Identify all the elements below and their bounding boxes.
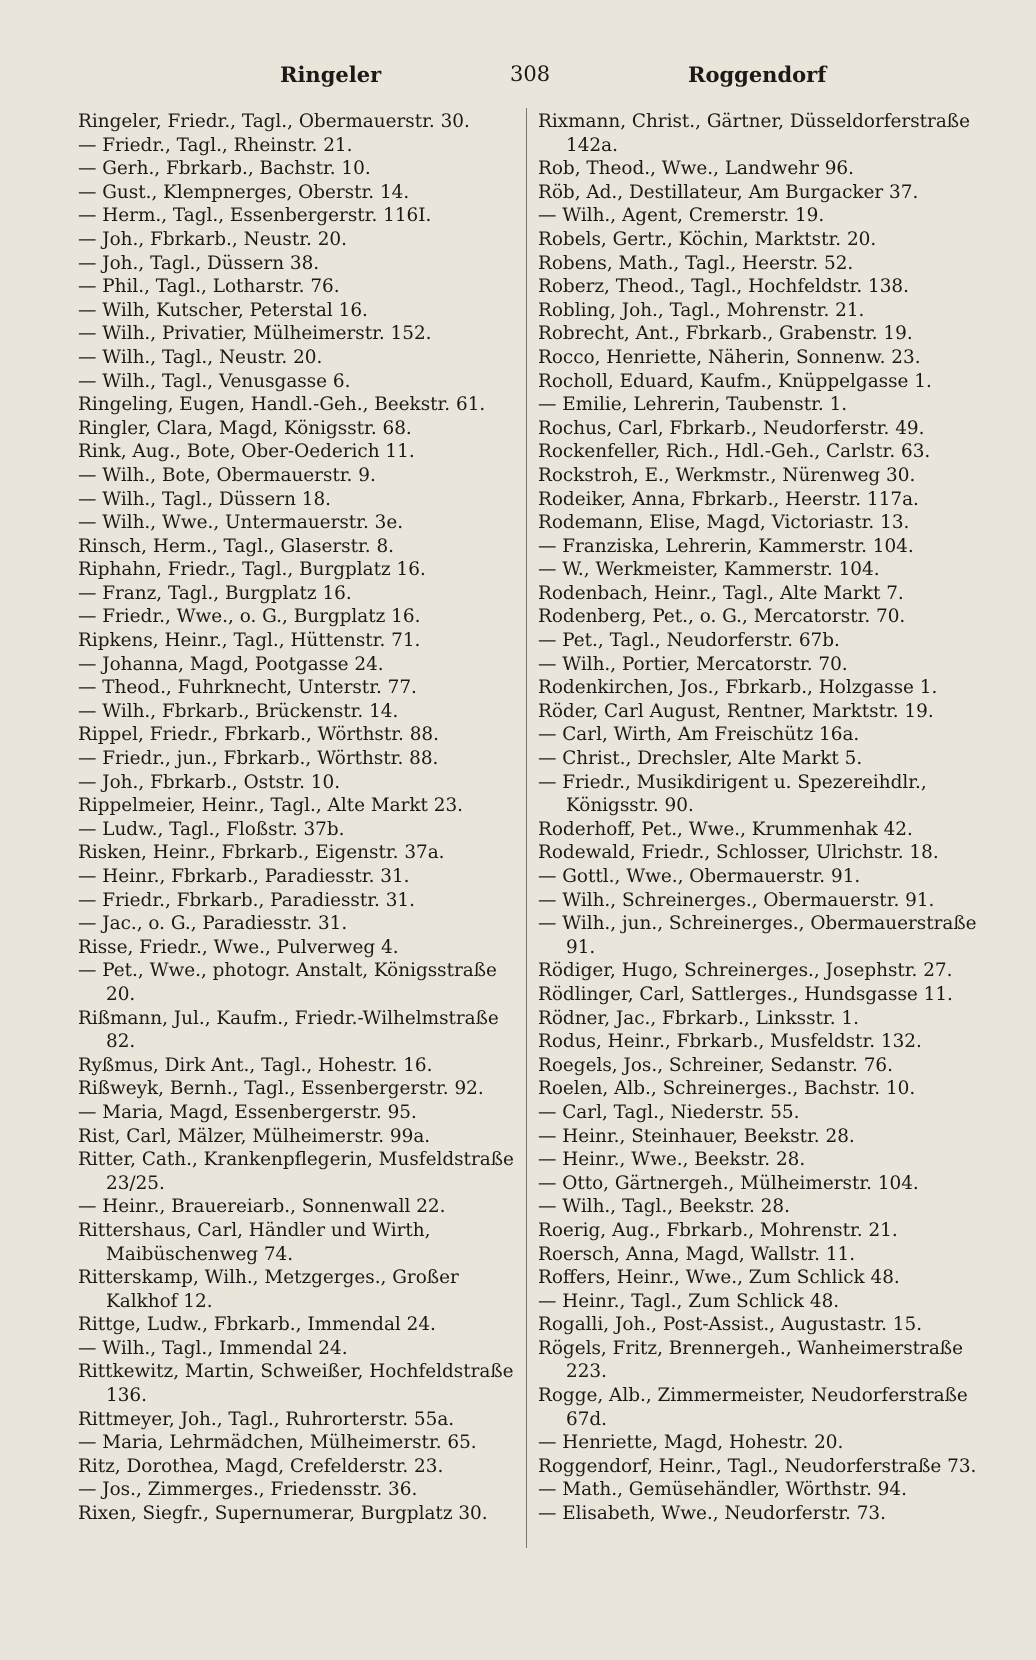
directory-entry: — Friedr., Tagl., Rheinstr. 21. <box>78 134 353 156</box>
directory-entry: Roersch, Anna, Magd, Wallstr. 11. <box>538 1243 856 1265</box>
directory-entry: Roffers, Heinr., Wwe., Zum Schlick 48. <box>538 1267 900 1289</box>
directory-entry: Ritter, Cath., Krankenpflegerin, Musfeldstraße 23/25. <box>78 1149 514 1194</box>
directory-entry: — Franz, Tagl., Burgplatz 16. <box>78 582 352 604</box>
directory-entry: — Heinr., Tagl., Zum Schlick 48. <box>538 1290 840 1312</box>
directory-entry: Röder, Carl August, Rentner, Marktstr. 19. <box>538 700 934 722</box>
directory-entry: Rödner, Jac., Fbrkarb., Linksstr. 1. <box>538 1007 859 1029</box>
directory-entry: Röb, Ad., Destillateur, Am Burgacker 37. <box>538 181 919 203</box>
directory-entry: — Wilh., Tagl., Neustr. 20. <box>78 346 323 368</box>
directory-entry: — Friedr., Wwe., o. G., Burgplatz 16. <box>78 606 421 628</box>
directory-entry: Robels, Gertr., Köchin, Marktstr. 20. <box>538 228 877 250</box>
directory-entry: — Herm., Tagl., Essenbergerstr. 116I. <box>78 205 432 227</box>
directory-entry: Roggendorf, Heinr., Tagl., Neudorferstraße 73. <box>538 1455 977 1477</box>
directory-entry: — Gottl., Wwe., Obermauerstr. 91. <box>538 866 861 887</box>
directory-entry: — Elisabeth, Wwe., Neudorferstr. 73. <box>538 1503 886 1525</box>
directory-entry: Rödiger, Hugo, Schreinerges., Josephstr. 27. <box>538 960 953 982</box>
directory-entry: — Friedr., Fbrkarb., Paradiesstr. 31. <box>78 889 415 911</box>
right-column <box>538 110 986 1526</box>
directory-entry: Roegels, Jos., Schreiner, Sedanstr. 76. <box>538 1054 893 1076</box>
directory-entry: Rippelmeier, Heinr., Tagl., Alte Markt 23. <box>78 795 464 817</box>
column-divider <box>526 108 527 1548</box>
directory-entry: — Joh., Fbrkarb., Neustr. 20. <box>78 228 347 250</box>
directory-entry: Rodenberg, Pet., o. G., Mercatorstr. 70. <box>538 606 906 628</box>
directory-entry: Roberz, Theod., Tagl., Hochfeldstr. 138. <box>538 276 909 298</box>
directory-entry: — Christ., Drechsler, Alte Markt 5. <box>538 748 863 770</box>
directory-entry: — Wilh., Privatier, Mülheimerstr. 152. <box>78 323 432 345</box>
directory-entry: — Henriette, Magd, Hohestr. 20. <box>538 1432 844 1454</box>
directory-entry: — Phil., Tagl., Lotharstr. 76. <box>78 276 340 298</box>
directory-entry: Rodus, Heinr., Fbrkarb., Musfeldstr. 132. <box>538 1031 922 1053</box>
directory-entry: Ritterskamp, Wilh., Metzgerges., Großer Kalkhof 12. <box>78 1267 459 1312</box>
directory-entry: Rist, Carl, Mälzer, Mülheimerstr. 99a. <box>78 1125 431 1147</box>
directory-entry: — Joh., Fbrkarb., Oststr. 10. <box>78 771 341 793</box>
directory-entry: Ringeler, Friedr., Tagl., Obermauerstr. 30. <box>78 111 470 132</box>
directory-entry: — Jos., Zimmerges., Friedensstr. 36. <box>78 1479 418 1501</box>
directory-entry: — Joh., Tagl., Düssern 38. <box>78 252 320 274</box>
directory-entry: — Gust., Klempnerges, Oberstr. 14. <box>78 181 410 203</box>
directory-entry: — Wilh., Tagl., Venusgasse 6. <box>78 370 351 392</box>
directory-entry: Rittmeyer, Joh., Tagl., Ruhrorterstr. 55a. <box>78 1408 455 1430</box>
directory-entry: Rippel, Friedr., Fbrkarb., Wörthstr. 88. <box>78 724 439 746</box>
directory-entry: — Carl, Wirth, Am Freischütz 16a. <box>538 724 860 746</box>
directory-entry: — Emilie, Lehrerin, Taubenstr. 1. <box>538 394 848 416</box>
directory-entry: Rodemann, Elise, Magd, Victoriastr. 13. <box>538 512 910 534</box>
directory-entry: Rogalli, Joh., Post-Assist., Augustastr. 15. <box>538 1314 923 1336</box>
directory-entry: — Pet., Tagl., Neudorferstr. 67b. <box>538 630 840 652</box>
directory-entry: Rodenkirchen, Jos., Fbrkarb., Holzgasse 1. <box>538 677 938 699</box>
directory-entry: Rögels, Fritz, Brennergeh., Wanheimerstraße 223. <box>538 1337 963 1383</box>
directory-entry: — Maria, Lehrmädchen, Mülheimerstr. 65. <box>78 1432 477 1454</box>
directory-entry: — Wilh., Bote, Obermauerstr. 9. <box>78 464 376 486</box>
directory-entry: — Wilh., Tagl., Düssern 18. <box>78 488 332 510</box>
directory-entry: Risken, Heinr., Fbrkarb., Eigenstr. 37a. <box>78 842 445 864</box>
directory-entry: — Wilh., Portier, Mercatorstr. 70. <box>538 653 848 675</box>
directory-entry: — W., Werkmeister, Kammerstr. 104. <box>538 559 880 581</box>
directory-entry: — Otto, Gärtnergeh., Mülheimerstr. 104. <box>538 1172 919 1194</box>
directory-entry: Rittge, Ludw., Fbrkarb., Immendal 24. <box>78 1314 436 1336</box>
directory-entry: Rißweyk, Bernh., Tagl., Essenbergerstr. 92. <box>78 1078 484 1100</box>
page-number: 308 <box>510 62 551 86</box>
directory-entry: Roderhoff, Pet., Wwe., Krummenhak 42. <box>538 818 913 840</box>
directory-entry: Rocco, Henriette, Näherin, Sonnenw. 23. <box>538 346 921 368</box>
directory-entry: Rogge, Alb., Zimmermeister, Neudorferstraße 67d. <box>538 1385 968 1430</box>
directory-entry: Ringeling, Eugen, Handl.-Geh., Beekstr. 61. <box>78 394 486 416</box>
directory-entry: Rödlinger, Carl, Sattlerges., Hundsgasse 11. <box>538 983 953 1005</box>
directory-entry: — Heinr., Wwe., Beekstr. 28. <box>538 1149 806 1171</box>
directory-entry: Ringler, Clara, Magd, Königsstr. 68. <box>78 417 412 439</box>
directory-entry: Roelen, Alb., Schreinerges., Bachstr. 10. <box>538 1078 916 1100</box>
directory-entry: — Wilh., Wwe., Untermauerstr. 3e. <box>78 512 404 534</box>
directory-entry: Robling, Joh., Tagl., Mohrenstr. 21. <box>538 299 865 321</box>
directory-entry: Ritz, Dorothea, Magd, Crefelderstr. 23. <box>78 1455 444 1477</box>
directory-entry: Rocholl, Eduard, Kaufm., Knüppelgasse 1. <box>538 370 932 392</box>
directory-entry: Robrecht, Ant., Fbrkarb., Grabenstr. 19. <box>538 323 913 345</box>
directory-entry: Risse, Friedr., Wwe., Pulverweg 4. <box>78 936 399 958</box>
directory-entry: Rob, Theod., Wwe., Landwehr 96. <box>538 158 854 180</box>
directory-entry: — Theod., Fuhrknecht, Unterstr. 77. <box>78 677 417 699</box>
directory-entry: Robens, Math., Tagl., Heerstr. 52. <box>538 252 854 274</box>
directory-entry: Rochus, Carl, Fbrkarb., Neudorferstr. 49. <box>538 417 925 439</box>
directory-entry: — Math., Gemüsehändler, Wörthstr. 94. <box>538 1479 907 1501</box>
directory-entry: — Wilh., Tagl., Beekstr. 28. <box>538 1196 790 1218</box>
directory-entry: — Wilh., Fbrkarb., Brückenstr. 14. <box>78 700 399 722</box>
directory-entry: — Heinr., Brauereiarb., Sonnenwall 22. <box>78 1196 446 1218</box>
directory-entry: — Franziska, Lehrerin, Kammerstr. 104. <box>538 535 914 557</box>
directory-entry: — Jac., o. G., Paradiesstr. 31. <box>78 913 348 935</box>
directory-entry: — Wilh., Tagl., Immendal 24. <box>78 1337 348 1359</box>
directory-entry: Rodewald, Friedr., Schlosser, Ulrichstr. 18. <box>538 842 939 864</box>
page-header <box>80 62 960 92</box>
directory-entry: Rockstroh, E., Werkmstr., Nürenweg 30. <box>538 464 916 486</box>
directory-entry: Rixen, Siegfr., Supernumerar, Burgplatz 30. <box>78 1503 488 1525</box>
directory-entry: Rixmann, Christ., Gärtner, Düsseldorferstraße 142a. <box>538 111 970 156</box>
directory-entry: — Wilh., jun., Schreinerges., Obermauerstraße 91. <box>538 913 977 958</box>
directory-entry: Rinsch, Herm., Tagl., Glaserstr. 8. <box>78 535 395 557</box>
directory-entry: — Heinr., Steinhauer, Beekstr. 28. <box>538 1125 855 1147</box>
directory-entry: Ripkens, Heinr., Tagl., Hüttenstr. 71. <box>78 630 421 652</box>
header-left-name: Ringeler <box>280 62 382 87</box>
header-right-name: Roggendorf <box>688 62 827 87</box>
directory-entry: — Friedr., jun., Fbrkarb., Wörthstr. 88. <box>78 748 439 770</box>
directory-entry: Rodeiker, Anna, Fbrkarb., Heerstr. 117a. <box>538 488 919 510</box>
directory-entry: — Wilh., Schreinerges., Obermauerstr. 91. <box>538 889 935 911</box>
directory-entry: — Wilh, Kutscher, Peterstal 16. <box>78 299 368 321</box>
directory-entry: Roerig, Aug., Fbrkarb., Mohrenstr. 21. <box>538 1219 898 1241</box>
directory-entry: — Friedr., Musikdirigent u. Spezereihdlr., Königsstr. 90. <box>538 771 927 817</box>
directory-entry: — Pet., Wwe., photogr. Anstalt, Königsstraße 20. <box>78 960 497 1005</box>
directory-entry: — Maria, Magd, Essenbergerstr. 95. <box>78 1101 417 1123</box>
directory-entry: — Gerh., Fbrkarb., Bachstr. 10. <box>78 158 371 180</box>
directory-entry: — Carl, Tagl., Niederstr. 55. <box>538 1101 800 1123</box>
directory-entry: — Wilh., Agent, Cremerstr. 19. <box>538 205 825 227</box>
directory-entry: Riphahn, Friedr., Tagl., Burgplatz 16. <box>78 559 426 581</box>
directory-entry: Rittershaus, Carl, Händler und Wirth, Maibüschenweg 74. <box>78 1219 431 1265</box>
directory-entry: Rink, Aug., Bote, Ober-Oederich 11. <box>78 441 415 463</box>
directory-entry: — Ludw., Tagl., Floßstr. 37b. <box>78 818 345 840</box>
directory-entry: Rockenfeller, Rich., Hdl.-Geh., Carlstr. 63. <box>538 441 931 463</box>
directory-entry: — Heinr., Fbrkarb., Paradiesstr. 31. <box>78 866 410 887</box>
directory-entry: Rittkewitz, Martin, Schweißer, Hochfeldstraße 136. <box>78 1361 514 1407</box>
directory-entry: Ryßmus, Dirk Ant., Tagl., Hohestr. 16. <box>78 1054 433 1076</box>
left-column <box>78 110 526 1526</box>
directory-entry: — Johanna, Magd, Pootgasse 24. <box>78 653 384 675</box>
directory-entry: Rißmann, Jul., Kaufm., Friedr.-Wilhelmstraße 82. <box>78 1007 499 1053</box>
directory-entry: Rodenbach, Heinr., Tagl., Alte Markt 7. <box>538 582 904 604</box>
